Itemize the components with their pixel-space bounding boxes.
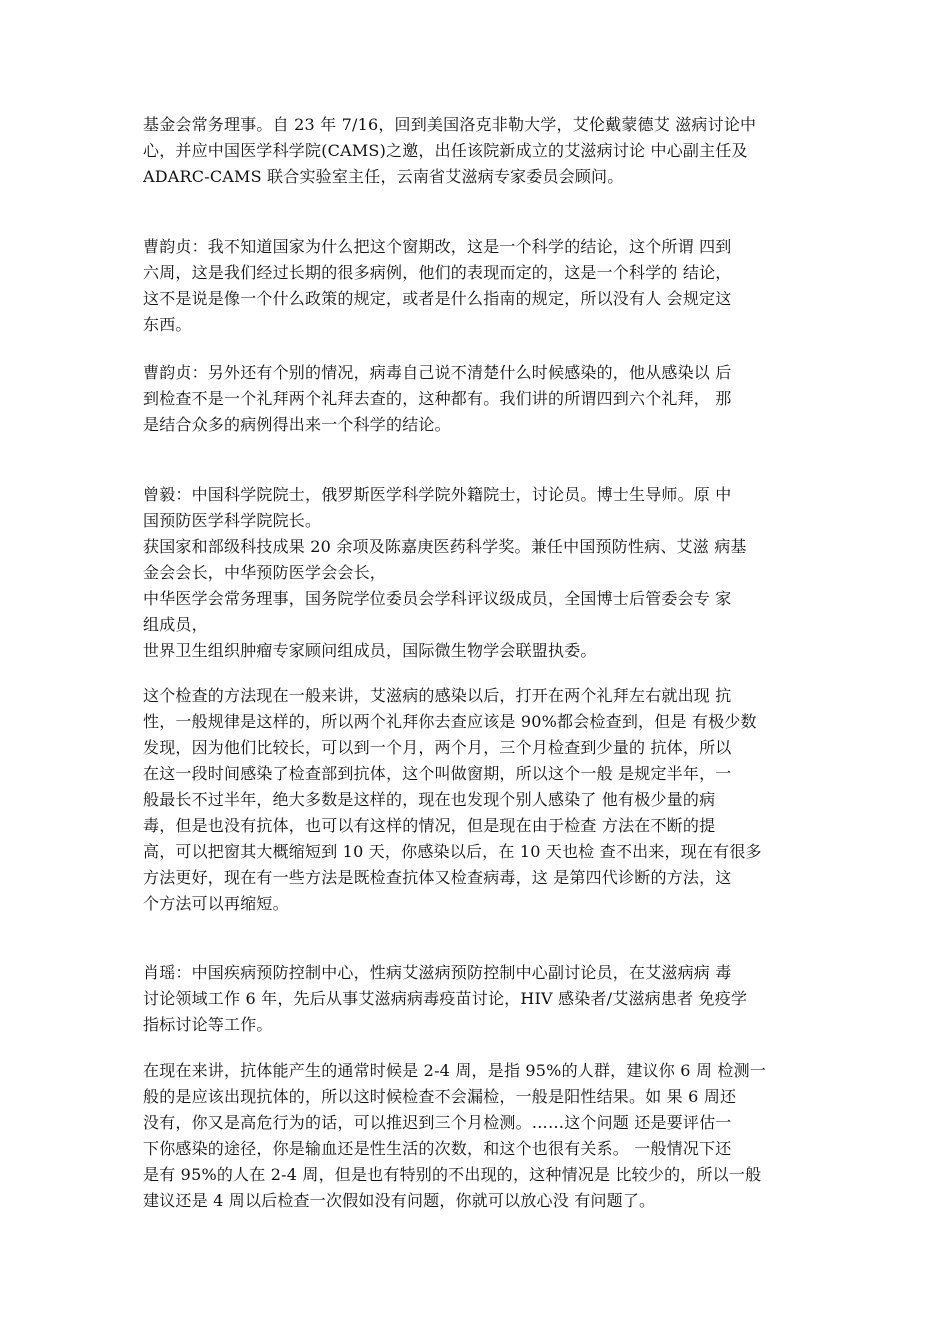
paragraph-xiao-yao-bio — [143, 960, 823, 1038]
text-line: 六周，这是我们经过长期的很多病例，他们的表现而定的，这是一个科学的 结论， — [143, 263, 732, 282]
text-line: 毒，但是也没有抗体，也可以有这样的情况，但是现在由于检查 方法在不断的提 — [143, 816, 716, 835]
text-line: 曾毅：中国科学院院士，俄罗斯医学科学院外籍院士，讨论员。博士生导师。原 中 — [143, 485, 732, 504]
paragraph-cao-yunzhen-2 — [143, 360, 823, 438]
paragraph-bio-continuation — [143, 112, 823, 190]
text-line: 讨论领域工作 6 年，先后从事艾滋病病毒疫苗讨论，HIV 感染者/艾滋病患者 免疫学 — [143, 989, 748, 1008]
paragraph-zeng-yi-answer — [143, 683, 823, 917]
text-line: 是结合众多的病例得出来一个科学的结论。 — [143, 415, 451, 434]
text-line: 方法更好，现在有一些方法是既检查抗体又检查病毒，这 是第四代诊断的方法，这 — [143, 868, 732, 887]
text-line: 基金会常务理事。自 23 年 7/16，回到美国洛克非勒大学，艾伦戴蒙德艾 滋病讨论中 — [143, 115, 757, 134]
text-line: 在现在来讲，抗体能产生的通常时候是 2-4 周，是指 95%的人群，建议你 6 周 检测一 — [143, 1061, 767, 1080]
text-line: 般的是应该出现抗体的，所以这时候检查不会漏检，一般是阳性结果。如 果 6 周还 — [143, 1087, 737, 1106]
text-line: 国预防医学科学院院长。 — [143, 511, 322, 530]
text-line: 曹韵贞：我不知道国家为什么把这个窗期改，这是一个科学的结论，这个所谓 四到 — [143, 237, 732, 256]
text-line: 金会会长，中华预防医学会会长， — [143, 563, 387, 582]
text-line: 获国家和部级科技成果 20 余项及陈嘉庚医药科学奖。兼任中国预防性病、艾滋 病基 — [143, 537, 747, 556]
text-line: 没有，你又是高危行为的话，可以推迟到三个月检测。……这个问题 还是要评估一 — [143, 1113, 732, 1132]
paragraph-cao-yunzhen-1 — [143, 234, 823, 338]
text-line: 下你感染的途径，你是输血还是性生活的次数，和这个也很有关系。 一般情况下还 — [143, 1139, 732, 1158]
text-line: 心，并应中国医学科学院(CAMS)之邀，出任该院新成立的艾滋病讨论 中心副主任及 — [143, 141, 748, 160]
text-line: 指标讨论等工作。 — [143, 1015, 273, 1034]
text-line: 肖瑶：中国疾病预防控制中心，性病艾滋病预防控制中心副讨论员，在艾滋病病 毒 — [143, 963, 732, 982]
paragraph-zeng-yi-bio — [143, 482, 823, 664]
text-line: 中华医学会常务理事，国务院学位委员会学科评议级成员，全国博士后管委会专 家 — [143, 589, 732, 608]
text-line: 个方法可以再缩短。 — [143, 894, 289, 913]
text-line: 这不是说是像一个什么政策的规定，或者是什么指南的规定，所以没有人 会规定这 — [143, 289, 732, 308]
text-line: 在这一段时间感染了检查部到抗体，这个叫做窗期，所以这个一般 是规定半年，一 — [143, 764, 732, 783]
text-line: 这个检查的方法现在一般来讲，艾滋病的感染以后，打开在两个礼拜左右就出现 抗 — [143, 686, 732, 705]
text-line: 性，一般规律是这样的，所以两个礼拜你去查应该是 90%都会检查到，但是 有极少数 — [143, 712, 757, 731]
text-line: 是有 95%的人在 2-4 周，但是也有特别的不出现的，这种情况是 比较少的，所以一般 — [143, 1165, 762, 1184]
text-line: 发现，因为他们比较长，可以到一个月，两个月，三个月检查到少量的 抗体，所以 — [143, 738, 732, 757]
text-line: 东西。 — [143, 315, 192, 334]
text-line: ADARC-CAMS 联合实验室主任，云南省艾滋病专家委员会顾问。 — [143, 167, 624, 186]
text-line: 组成员， — [143, 615, 208, 634]
text-line: 般最长不过半年，绝大多数是这样的，现在也发现个别人感染了 他有极少量的病 — [143, 790, 716, 809]
paragraph-xiao-yao-answer — [143, 1058, 823, 1214]
text-line: 到检查不是一个礼拜两个礼拜去查的，这种都有。我们讲的所谓四到六个礼拜， 那 — [143, 389, 732, 408]
text-line: 建议还是 4 周以后检查一次假如没有问题，你就可以放心没 有问题了。 — [143, 1191, 656, 1210]
text-line: 高，可以把窗其大概缩短到 10 天，你感染以后，在 10 天也检 查不出来，现在有很多 — [143, 842, 762, 861]
text-line: 世界卫生组织肿瘤专家顾问组成员，国际微生物学会联盟执委。 — [143, 641, 597, 660]
text-line: 曹韵贞：另外还有个别的情况，病毒自己说不清楚什么时候感染的，他从感染以 后 — [143, 363, 732, 382]
